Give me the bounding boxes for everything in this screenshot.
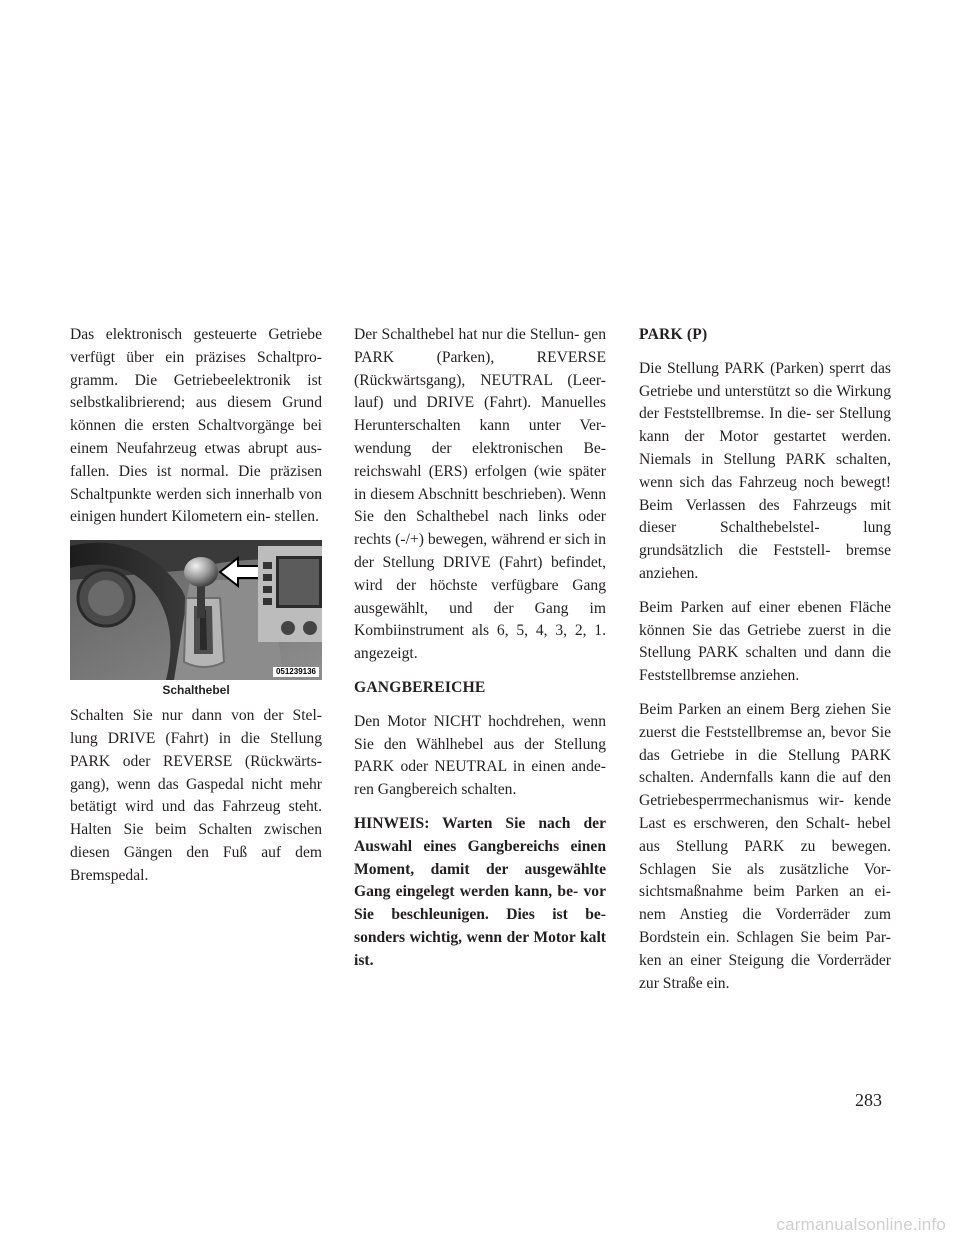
paragraph-level-parking: Beim Parken auf einer ebenen Fläche können Sie das Getriebe zuerst in die Stellung PARK schalten und dann die Feststellbremse anziehen. — [639, 598, 891, 685]
column-2 — [354, 324, 606, 984]
column-1 — [70, 324, 322, 899]
heading-gear-ranges: GANGBEREICHE — [354, 678, 486, 696]
figure-code: 051239136 — [273, 667, 319, 677]
paragraph-shift-drive-park: Schalten Sie nur dann von der Stel- lung DRIVE (Fahrt) in die Stellung PARK oder REVERSE (Rückwärts- gang), wenn das Gaspedal nicht mehr betätigt wird und das Fahrzeug steht. Halten Sie beim Schalten zwischen diesen Gängen den Fuß auf dem Bremspedal. — [70, 707, 322, 884]
watermark: carmanualsonline.info — [776, 1215, 946, 1234]
paragraph-no-revving: Den Motor NICHT hochdrehen, wenn Sie den Wählhebel aus der Stellung PARK oder NEUTRAL in einen ande- ren Gangbereich schalten. — [354, 712, 606, 799]
paragraph-gear-positions: Der Schalthebel hat nur die Stellun- gen PARK (Parken), REVERSE (Rückwärtsgang), NEUTRAL (Leer- lauf) und DRIVE (Fahrt). Manuelles Herunterschalten kann unter Ver- wendung der elektronischen Be- reichswahl (ERS) erfolgen (wie später in diesem Abschnitt beschrieben). Wenn Sie den Schalthebel nach links oder rechts (-/+) bewegen, während er sich in der Stellung DRIVE (Fahrt) befindet, wird der höchste verfügbare Gang ausgewählt, und der Gang im Kombiinstrument als 6, 5, 4, 3, 2, 1. angezeigt. — [354, 326, 606, 663]
figure-gear-lever — [70, 540, 322, 699]
heading-park: PARK (P) — [639, 326, 708, 343]
paragraph-transmission-electronics: Das elektronisch gesteuerte Getriebe verfügt über ein präzises Schaltpro- gramm. Die Getriebeelektronik ist selbstkalibrierend; aus diesem Grund können die ersten Schaltvorgänge bei einem Neufahrzeug etwas abrupt aus- fallen. Dies ist normal. Die präzisen Schaltpunkte werden sich innerhalb von einigen hundert Kilometern ein- stellen. — [70, 326, 322, 526]
paragraph-park-position: Die Stellung PARK (Parken) sperrt das Getriebe und unterstützt so die Wirkung der Feststellbremse. In die- ser Stellung kann der Motor gestartet werden. Niemals in Stellung PARK schalten, wenn sich das Fahrzeug noch bewegt! Beim Verlassen des Fahrzeugs mit dieser Schalthebelstel- lung grundsätzlich die Feststell- bremse anziehen. — [639, 359, 891, 582]
gear-lever-photo — [70, 540, 322, 680]
note-wait-before-accelerating: HINWEIS: Warten Sie nach der Auswahl eines Gangbereichs einen Moment, damit der ausgewählte Gang eingelegt werden kann, be- vor Sie beschleunigen. Dies ist be- sonders wichtig, wenn der Motor kalt ist. — [354, 814, 606, 969]
column-3 — [639, 324, 891, 1006]
paragraph-hill-parking: Beim Parken an einem Berg ziehen Sie zuerst die Feststellbremse an, bevor Sie das Getriebe in die Stellung PARK schalten. Andernfalls kann die auf den Getriebesperrmechanismus wir- kende Last es erschweren, den Schalt- hebel aus Stellung PARK zu bewegen. Schlagen Sie als zusätzliche Vor- sichtsmaßnahme beim Parken an ei- nem Anstieg die Vorderräder zum Bordstein ein. Schlagen Sie beim Par- ken an einer Steigung die Vorderräder zur Straße ein. — [639, 700, 891, 992]
gear-lever-illustration — [70, 540, 322, 680]
page-number: 283 — [855, 1090, 882, 1110]
figure-caption: Schalthebel — [162, 683, 230, 698]
